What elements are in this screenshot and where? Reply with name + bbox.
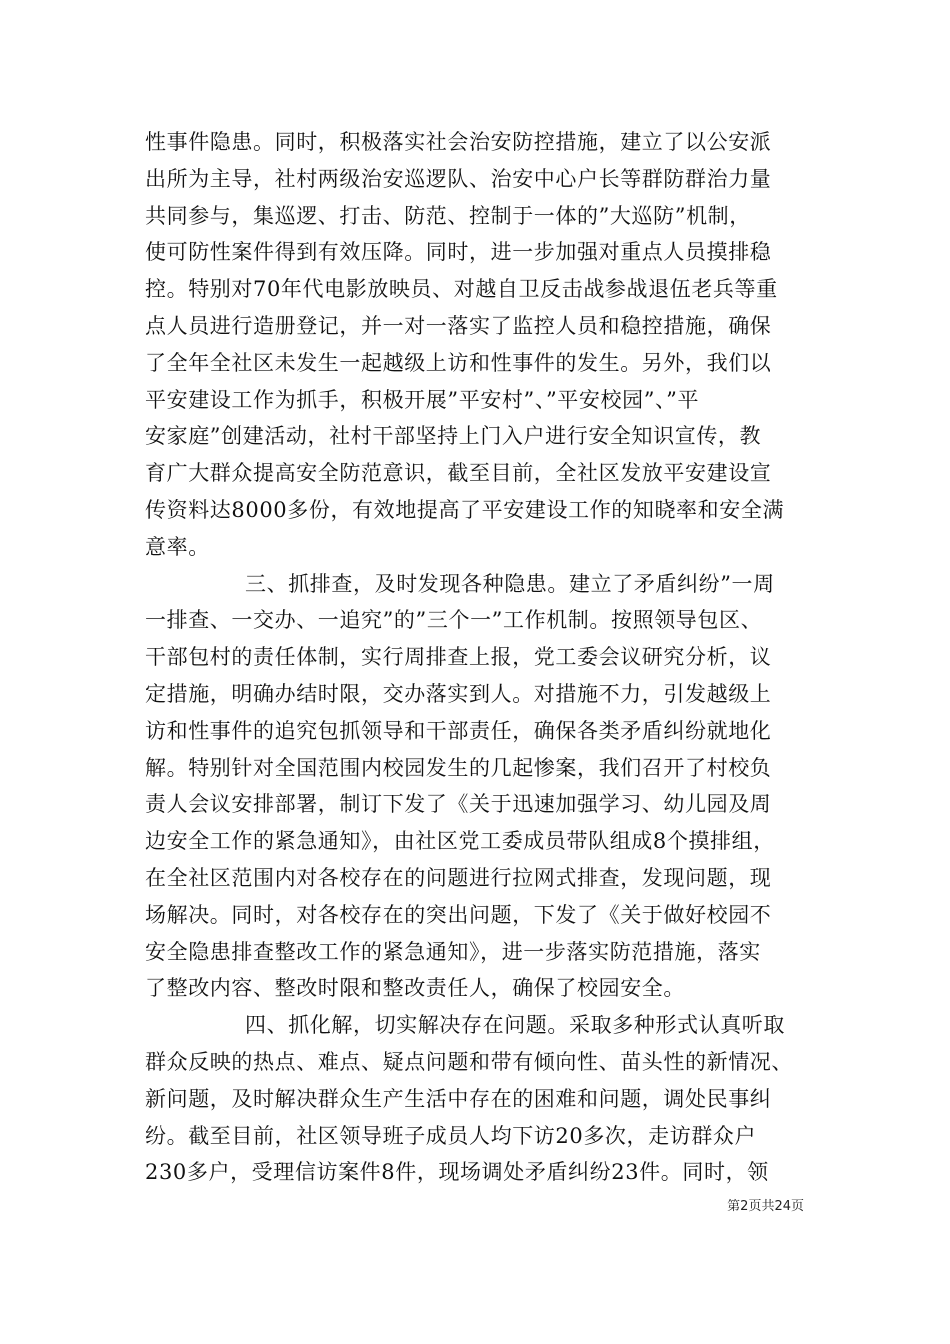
- text-line: 安全隐患排查整改工作的紧急通知》，进一步落实防范措施，落实: [145, 939, 761, 964]
- text-line: 性事件隐患。同时，积极落实社会治安防控措施，建立了以公安派: [145, 130, 772, 154]
- document-body: [145, 124, 807, 1191]
- text-line: 出所为主导，社村两级治安巡逻队、治安中心户长等群防群治力量: [145, 166, 772, 191]
- text-line: 使可防性案件得到有效压降。同时，进一步加强对重点人员摸排稳: [145, 240, 772, 265]
- text-line: 传资料达8000多份，有效地提高了平安建设工作的知晓率和安全满: [145, 497, 785, 522]
- text-line: 230多户，受理信访案件8件，现场调处矛盾纠纷23件。同时，领: [145, 1160, 769, 1185]
- text-line: 定措施，明确办结时限，交办落实到人。对措施不力，引发越级上: [145, 681, 772, 706]
- text-line: 共同参与，集巡逻、打击、防范、控制于一体的”大巡防”机制，: [145, 203, 751, 228]
- text-line: 访和性事件的追究包抓领导和干部责任，确保各类矛盾纠纷就地化: [145, 718, 772, 743]
- section-heading-line: 三、抓排查，及时发现各种隐患。建立了矛盾纠纷”一周: [245, 571, 775, 596]
- text-line: 边安全工作的紧急通知》，由社区党工委成员带队组成8个摸排组，: [145, 829, 775, 854]
- text-line: 场解决。同时，对各校存在的突出问题，下发了《关于做好校园不: [145, 902, 772, 927]
- text-line: 群众反映的热点、难点、疑点问题和带有倾向性、苗头性的新情况、: [145, 1049, 793, 1074]
- text-line: 新问题，及时解决群众生产生活中存在的困难和问题，调处民事纠: [145, 1086, 772, 1111]
- text-line: 纷。截至目前，社区领导班子成员人均下访20多次，走访群众户: [145, 1123, 757, 1148]
- text-line: 解。特别针对全国范围内校园发生的几起惨案，我们召开了村校负: [145, 755, 772, 780]
- text-line: 平安建设工作为抓手，积极开展”平安村”、”平安校园”、”平: [145, 387, 700, 412]
- paragraph-2-section-three: [145, 566, 807, 1008]
- text-line: 在全社区范围内对各校存在的问题进行拉网式排查，发现问题，现: [145, 865, 772, 890]
- text-line: 控。特别对70年代电影放映员、对越自卫反击战参战退伍老兵等重: [145, 277, 778, 302]
- text-line: 点人员进行造册登记，并一对一落实了监控人员和稳控措施，确保: [145, 313, 772, 338]
- text-line: 了全年全社区未发生一起越级上访和性事件的发生。另外，我们以: [145, 350, 772, 375]
- text-line: 责人会议安排部署，制订下发了《关于迅速加强学习、幼儿园及周: [145, 792, 772, 817]
- section-heading-line: 四、抓化解，切实解决存在问题。采取多种形式认真听取: [245, 1013, 785, 1038]
- text-line: 了整改内容、整改时限和整改责任人，确保了校园安全。: [145, 976, 685, 1001]
- paragraph-3-section-four: [145, 1007, 807, 1191]
- text-line: 干部包村的责任体制，实行周排查上报，党工委会议研究分析，议: [145, 645, 772, 670]
- paragraph-1: [145, 124, 807, 566]
- text-line: 一排查、一交办、一追究”的”三个一”工作机制。按照领导包区、: [145, 608, 763, 633]
- text-line: 安家庭”创建活动，社村干部坚持上门入户进行安全知识宣传，教: [145, 424, 762, 449]
- page-number-footer: 第2页共24页: [727, 1199, 804, 1214]
- text-line: 意率。: [145, 534, 210, 559]
- text-line: 育广大群众提高安全防范意识，截至目前，全社区发放平安建设宣: [145, 461, 772, 486]
